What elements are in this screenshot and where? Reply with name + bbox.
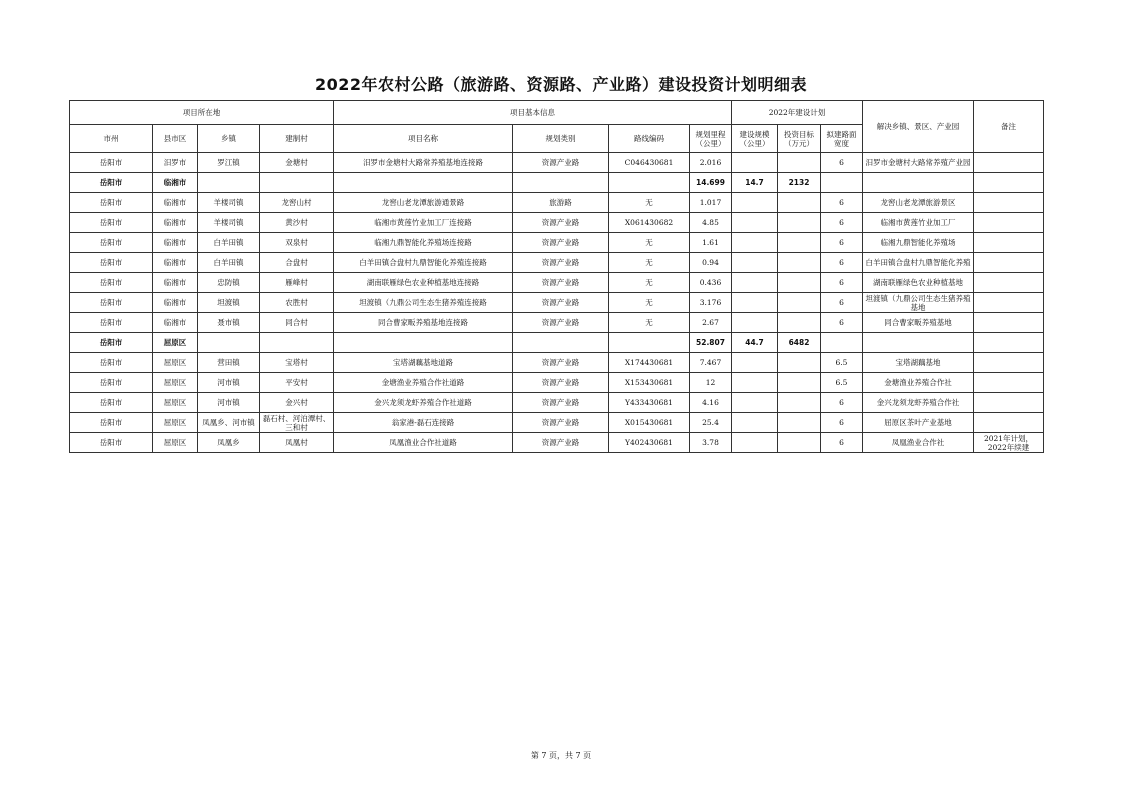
cell-type: 资源产业路 (513, 353, 609, 373)
cell-scale (732, 353, 778, 373)
cell-city: 岳阳市 (70, 393, 153, 413)
cell-invest (778, 353, 821, 373)
cell-city: 岳阳市 (70, 313, 153, 333)
cell-type: 资源产业路 (513, 273, 609, 293)
cell-type: 资源产业路 (513, 213, 609, 233)
cell-scale (732, 193, 778, 213)
cell-code: 无 (609, 293, 690, 313)
cell-mileage: 0.94 (690, 253, 732, 273)
cell-county: 临湘市 (153, 233, 198, 253)
cell-width: 6 (821, 313, 863, 333)
cell-county: 屈原区 (153, 353, 198, 373)
cell-code: 无 (609, 193, 690, 213)
cell-town: 羊楼司镇 (198, 193, 260, 213)
cell-village: 黄沙村 (260, 213, 334, 233)
cell-solve: 湖南联雁绿色农业种植基地 (863, 273, 974, 293)
cell-width: 6 (821, 393, 863, 413)
cell-city: 岳阳市 (70, 193, 153, 213)
cell-code (609, 333, 690, 353)
cell-type: 资源产业路 (513, 233, 609, 253)
cell-name: 坦渡镇（九鼎公司生态生猪养殖连接路 (334, 293, 513, 313)
cell-code: X015430681 (609, 413, 690, 433)
cell-remark (974, 293, 1044, 313)
cell-scale (732, 413, 778, 433)
table-row (70, 353, 1044, 373)
cell-village: 龙窖山村 (260, 193, 334, 213)
cell-town (198, 173, 260, 193)
cell-scale (732, 373, 778, 393)
cell-town: 聂市镇 (198, 313, 260, 333)
cell-code: 无 (609, 273, 690, 293)
cell-name: 临湘九鼎智能化养殖场连接路 (334, 233, 513, 253)
cell-type: 旅游路 (513, 193, 609, 213)
cell-scale (732, 433, 778, 453)
cell-mileage: 4.16 (690, 393, 732, 413)
cell-code (609, 173, 690, 193)
cell-invest (778, 293, 821, 313)
cell-village: 农胜村 (260, 293, 334, 313)
cell-solve: 屈原区茶叶产业基地 (863, 413, 974, 433)
cell-solve: 龙窖山老龙潭旅游景区 (863, 193, 974, 213)
cell-mileage: 52.807 (690, 333, 732, 353)
header-type: 规划类别 (513, 125, 609, 153)
cell-scale (732, 393, 778, 413)
page-footer: 第 7 页，共 7 页 (530, 751, 592, 760)
cell-remark (974, 173, 1044, 193)
cell-remark (974, 273, 1044, 293)
cell-name: 翁家港-磊石连接路 (334, 413, 513, 433)
cell-village: 金兴村 (260, 393, 334, 413)
cell-name: 汨罗市金塘村大路常养殖基地连接路 (334, 153, 513, 173)
table-row (70, 233, 1044, 253)
cell-type: 资源产业路 (513, 253, 609, 273)
cell-county: 汨罗市 (153, 153, 198, 173)
cell-village: 凤凰村 (260, 433, 334, 453)
cell-mileage: 4.85 (690, 213, 732, 233)
cell-county: 临湘市 (153, 293, 198, 313)
cell-remark (974, 193, 1044, 213)
cell-remark (974, 393, 1044, 413)
cell-width: 6 (821, 253, 863, 273)
cell-village (260, 173, 334, 193)
cell-solve: 金塘渔业养殖合作社 (863, 373, 974, 393)
cell-mileage: 25.4 (690, 413, 732, 433)
cell-width: 6.5 (821, 373, 863, 393)
cell-remark (974, 233, 1044, 253)
cell-name: 同合曹家畈养殖基地连接路 (334, 313, 513, 333)
cell-city: 岳阳市 (70, 373, 153, 393)
cell-solve (863, 333, 974, 353)
header-invest: 投资目标（万元） (778, 125, 821, 153)
cell-city: 岳阳市 (70, 433, 153, 453)
cell-town: 河市镇 (198, 373, 260, 393)
cell-village: 双泉村 (260, 233, 334, 253)
cell-city: 岳阳市 (70, 213, 153, 233)
cell-name: 白羊田镇合盘村九鼎智能化养殖连接路 (334, 253, 513, 273)
cell-village: 雁峰村 (260, 273, 334, 293)
cell-town: 白羊田镇 (198, 233, 260, 253)
cell-width (821, 333, 863, 353)
table-row (70, 293, 1044, 313)
cell-town: 凤凰乡 (198, 433, 260, 453)
cell-solve: 白羊田镇合盘村九鼎智能化养殖 (863, 253, 974, 273)
cell-width: 6 (821, 213, 863, 233)
cell-type: 资源产业路 (513, 313, 609, 333)
cell-city: 岳阳市 (70, 293, 153, 313)
cell-town: 忠防镇 (198, 273, 260, 293)
cell-code: 无 (609, 233, 690, 253)
cell-remark (974, 213, 1044, 233)
cell-county: 临湘市 (153, 213, 198, 233)
cell-invest: 2132 (778, 173, 821, 193)
header-width: 拟建路面宽度 (821, 125, 863, 153)
cell-village: 磊石村、河泊潭村、三和村 (260, 413, 334, 433)
cell-mileage: 12 (690, 373, 732, 393)
header-town: 乡镇 (198, 125, 260, 153)
cell-scale (732, 313, 778, 333)
cell-county: 临湘市 (153, 173, 198, 193)
cell-town: 河市镇 (198, 393, 260, 413)
cell-remark (974, 333, 1044, 353)
cell-county: 屈原区 (153, 433, 198, 453)
cell-remark (974, 413, 1044, 433)
cell-city: 岳阳市 (70, 273, 153, 293)
cell-scale: 44.7 (732, 333, 778, 353)
cell-mileage: 2.016 (690, 153, 732, 173)
header-remark: 备注 (974, 101, 1044, 153)
header-group-basic: 项目基本信息 (334, 101, 732, 125)
header-village: 建制村 (260, 125, 334, 153)
cell-village (260, 333, 334, 353)
cell-scale (732, 273, 778, 293)
cell-name: 金兴龙须龙虾养殖合作社道路 (334, 393, 513, 413)
cell-scale (732, 213, 778, 233)
cell-width: 6 (821, 293, 863, 313)
cell-scale (732, 253, 778, 273)
cell-remark (974, 353, 1044, 373)
cell-code: X174430681 (609, 353, 690, 373)
subtotal-row (70, 333, 1044, 353)
cell-scale (732, 153, 778, 173)
table-row (70, 193, 1044, 213)
cell-mileage: 14.699 (690, 173, 732, 193)
header-group-plan: 2022年建设计划 (732, 101, 863, 125)
cell-invest (778, 373, 821, 393)
cell-scale (732, 293, 778, 313)
cell-type: 资源产业路 (513, 373, 609, 393)
cell-town: 凤凰乡、河市镇 (198, 413, 260, 433)
cell-invest (778, 153, 821, 173)
cell-invest (778, 233, 821, 253)
cell-town: 羊楼司镇 (198, 213, 260, 233)
cell-mileage: 1.017 (690, 193, 732, 213)
table-row (70, 253, 1044, 273)
cell-name: 湖南联雁绿色农业种植基地连接路 (334, 273, 513, 293)
cell-invest (778, 213, 821, 233)
table-row (70, 413, 1044, 433)
table-row (70, 153, 1044, 173)
table-row (70, 213, 1044, 233)
cell-city: 岳阳市 (70, 253, 153, 273)
cell-code: X153430681 (609, 373, 690, 393)
cell-mileage: 2.67 (690, 313, 732, 333)
cell-remark (974, 313, 1044, 333)
cell-invest (778, 393, 821, 413)
cell-invest (778, 413, 821, 433)
cell-code: 无 (609, 313, 690, 333)
cell-solve: 同合曹家畈养殖基地 (863, 313, 974, 333)
header-county: 县市区 (153, 125, 198, 153)
header-name: 项目名称 (334, 125, 513, 153)
cell-width: 6 (821, 433, 863, 453)
cell-invest (778, 253, 821, 273)
cell-county: 临湘市 (153, 273, 198, 293)
cell-city: 岳阳市 (70, 413, 153, 433)
cell-name: 凤凰渔业合作社道路 (334, 433, 513, 453)
header-solve: 解决乡镇、景区、产业园 (863, 101, 974, 153)
table-row (70, 433, 1044, 453)
cell-width: 6 (821, 193, 863, 213)
cell-solve: 凤凰渔业合作社 (863, 433, 974, 453)
cell-village: 宝塔村 (260, 353, 334, 373)
table-row (70, 393, 1044, 413)
cell-village: 合盘村 (260, 253, 334, 273)
cell-name (334, 173, 513, 193)
cell-solve: 临湘九鼎智能化养殖场 (863, 233, 974, 253)
table-row (70, 313, 1044, 333)
cell-city: 岳阳市 (70, 353, 153, 373)
cell-city: 岳阳市 (70, 153, 153, 173)
cell-solve: 宝塔湖藕基地 (863, 353, 974, 373)
cell-type: 资源产业路 (513, 293, 609, 313)
cell-width: 6 (821, 153, 863, 173)
cell-invest (778, 273, 821, 293)
page-title: 2022年农村公路（旅游路、资源路、产业路）建设投资计划明细表 (314, 75, 808, 94)
cell-county: 屈原区 (153, 393, 198, 413)
header-city: 市州 (70, 125, 153, 153)
header-group-location: 项目所在地 (70, 101, 334, 125)
cell-mileage: 3.78 (690, 433, 732, 453)
cell-solve: 坦渡镇（九鼎公司生态生猪养殖基地 (863, 293, 974, 313)
cell-town: 罗江镇 (198, 153, 260, 173)
cell-solve: 金兴龙须龙虾养殖合作社 (863, 393, 974, 413)
cell-code: Y433430681 (609, 393, 690, 413)
cell-village: 平安村 (260, 373, 334, 393)
cell-width: 6 (821, 273, 863, 293)
cell-town (198, 333, 260, 353)
cell-width: 6 (821, 233, 863, 253)
cell-town: 营田镇 (198, 353, 260, 373)
cell-code: Y402430681 (609, 433, 690, 453)
header-code: 路线编码 (609, 125, 690, 153)
cell-width (821, 173, 863, 193)
cell-town: 坦渡镇 (198, 293, 260, 313)
cell-invest (778, 193, 821, 213)
cell-type: 资源产业路 (513, 433, 609, 453)
cell-county: 屈原区 (153, 373, 198, 393)
cell-solve (863, 173, 974, 193)
cell-remark: 2021年计划，2022年续建 (974, 433, 1044, 453)
cell-city: 岳阳市 (70, 173, 153, 193)
investment-plan-table (69, 100, 1044, 453)
cell-village: 金塘村 (260, 153, 334, 173)
cell-remark (974, 153, 1044, 173)
cell-width: 6 (821, 413, 863, 433)
subtotal-row (70, 173, 1044, 193)
header-scale: 建设规模（公里） (732, 125, 778, 153)
cell-invest: 6482 (778, 333, 821, 353)
cell-type (513, 173, 609, 193)
cell-type (513, 333, 609, 353)
cell-name: 金塘渔业养殖合作社道路 (334, 373, 513, 393)
cell-invest (778, 433, 821, 453)
cell-county: 屈原区 (153, 333, 198, 353)
cell-remark (974, 253, 1044, 273)
cell-name: 宝塔湖藕基地道路 (334, 353, 513, 373)
cell-code: 无 (609, 253, 690, 273)
table-row (70, 373, 1044, 393)
cell-town: 白羊田镇 (198, 253, 260, 273)
cell-mileage: 7.467 (690, 353, 732, 373)
cell-type: 资源产业路 (513, 413, 609, 433)
cell-code: C046430681 (609, 153, 690, 173)
cell-city: 岳阳市 (70, 333, 153, 353)
cell-city: 岳阳市 (70, 233, 153, 253)
cell-code: X061430682 (609, 213, 690, 233)
cell-scale (732, 233, 778, 253)
cell-name: 龙窖山老龙潭旅游通景路 (334, 193, 513, 213)
cell-mileage: 3.176 (690, 293, 732, 313)
cell-invest (778, 313, 821, 333)
cell-county: 临湘市 (153, 253, 198, 273)
cell-name: 临湘市黄莲竹业加工厂连接路 (334, 213, 513, 233)
cell-width: 6.5 (821, 353, 863, 373)
cell-mileage: 0.436 (690, 273, 732, 293)
cell-type: 资源产业路 (513, 393, 609, 413)
cell-type: 资源产业路 (513, 153, 609, 173)
header-row-groups (70, 101, 1044, 125)
cell-scale: 14.7 (732, 173, 778, 193)
cell-county: 临湘市 (153, 193, 198, 213)
cell-village: 同合村 (260, 313, 334, 333)
cell-county: 屈原区 (153, 413, 198, 433)
cell-mileage: 1.61 (690, 233, 732, 253)
header-mileage: 规划里程（公里） (690, 125, 732, 153)
cell-name (334, 333, 513, 353)
cell-county: 临湘市 (153, 313, 198, 333)
cell-remark (974, 373, 1044, 393)
cell-solve: 临湘市黄莲竹业加工厂 (863, 213, 974, 233)
cell-solve: 汨罗市金塘村大路常养殖产业园 (863, 153, 974, 173)
table-row (70, 273, 1044, 293)
